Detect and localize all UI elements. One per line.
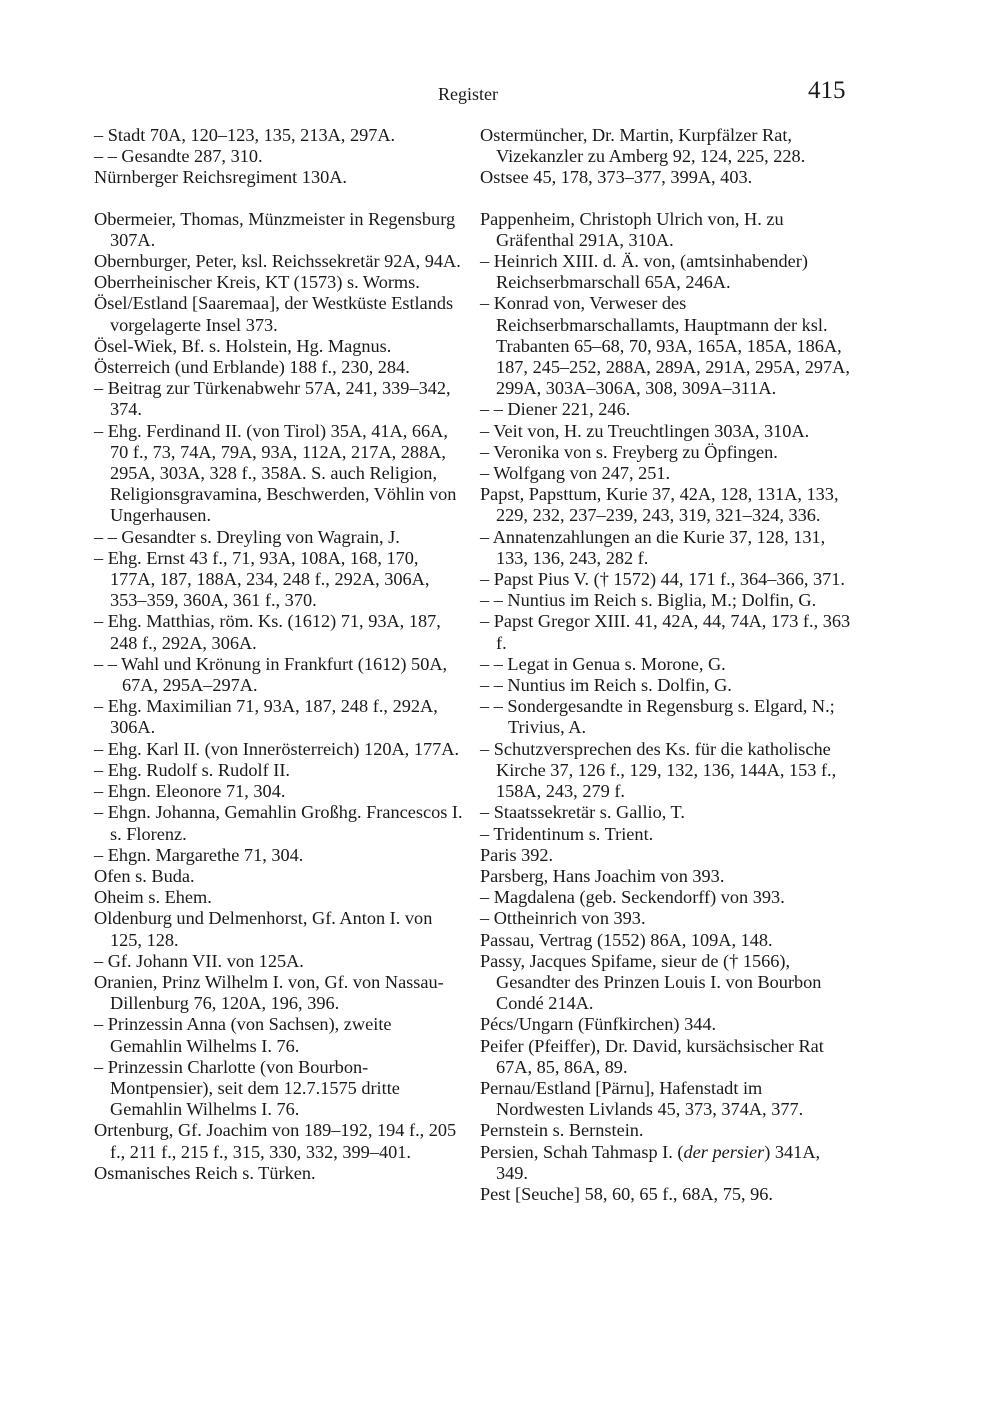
index-entry: – Ehg. Karl II. (von Innerösterreich) 120A, 177A. — [94, 738, 460, 759]
index-entry: Pernstein s. Bernstein. — [480, 1120, 644, 1141]
index-entry: Pappenheim, Christoph Ulrich von, H. zu Gräfenthal 291A, 310A. — [480, 208, 784, 250]
index-entry: – Veronika von s. Freyberg zu Öpfingen. — [480, 441, 778, 462]
index-entry: Passy, Jacques Spifame, sieur de († 1566), Gesandter des Prinzen Louis I. von Bourbon Condé 214A. — [480, 950, 822, 1014]
index-entry: – Annatenzahlungen an die Kurie 37, 128, 131, 133, 136, 243, 282 f. — [480, 526, 826, 568]
index-entry: – Ehg. Maximilian 71, 93A, 187, 248 f., 292A, 306A. — [94, 696, 438, 738]
running-title: Register — [438, 84, 498, 104]
index-entry: – Wolfgang von 247, 251. — [480, 463, 671, 484]
index-entry: – – Gesandter s. Dreyling von Wagrain, J. — [94, 526, 400, 547]
index-entry: Passau, Vertrag (1552) 86A, 109A, 148. — [480, 929, 773, 950]
index-entry: Oldenburg und Delmenhorst, Gf. Anton I. von 125, 128. — [94, 908, 433, 950]
index-entry: Persien, Schah Tahmasp I. (der persier) 341A, 349. — [480, 1141, 821, 1183]
index-entry: – – Sondergesandte in Regensburg s. Elgard, N.; Trivius, A. — [480, 696, 835, 738]
index-entry: Oheim s. Ehem. — [94, 887, 212, 908]
index-entry: – Ehg. Rudolf s. Rudolf II. — [94, 759, 291, 780]
index-entry: Parsberg, Hans Joachim von 393. — [480, 865, 725, 886]
index-entry: – Prinzessin Anna (von Sachsen), zweite Gemahlin Wilhelms I. 76. — [94, 1014, 392, 1056]
page-number: 415 — [808, 77, 846, 104]
index-entry: – Tridentinum s. Trient. — [480, 823, 654, 844]
index-entry: – Ehgn. Eleonore 71, 304. — [94, 781, 286, 802]
index-entry: Ostsee 45, 178, 373–377, 399A, 403. — [480, 167, 753, 188]
index-entry: Ofen s. Buda. — [94, 865, 195, 886]
index-entry: – Gf. Johann VII. von 125A. — [94, 950, 304, 971]
index-entry: Ösel/Estland [Saaremaa], der Westküste Estlands vorgelagerte Insel 373. — [94, 293, 454, 335]
index-entry: – – Wahl und Krönung in Frankfurt (1612) 50A, 67A, 295A–297A. — [94, 653, 448, 696]
index-entry: Nürnberger Reichsregiment 130A. — [94, 167, 347, 188]
index-entry: – Stadt 70A, 120–123, 135, 213A, 297A. — [94, 125, 396, 145]
index-column-left — [94, 125, 466, 1184]
index-column-right — [480, 125, 852, 1205]
index-entry: Paris 392. — [480, 844, 554, 865]
index-entry: Obernburger, Peter, ksl. Reichssekretär 92A, 94A. — [94, 251, 461, 272]
index-entry: Ösel-Wiek, Bf. s. Holstein, Hg. Magnus. — [94, 335, 392, 356]
index-entry: Pernau/Estland [Pärnu], Hafenstadt im Nordwesten Livlands 45, 373, 374A, 377. — [480, 1077, 804, 1120]
index-entry: Oranien, Prinz Wilhelm I. von, Gf. von Nassau-Dillenburg 76, 120A, 196, 396. — [94, 971, 444, 1014]
index-entry: Pécs/Ungarn (Fünfkirchen) 344. — [480, 1014, 717, 1035]
index-entry: Ortenburg, Gf. Joachim von 189–192, 194 f., 205 f., 211 f., 215 f., 315, 330, 332, 399–401. — [94, 1120, 457, 1162]
index-entry: – Ehg. Matthias, röm. Ks. (1612) 71, 93A, 187, 248 f., 292A, 306A. — [94, 611, 441, 653]
index-entry: – Konrad von, Verweser des Reichserbmarschallamts, Hauptmann der ksl. Trabanten 65–68, 70, 93A, 165A, 185A, 186A, 187, 245–252, 288A, 289A, 291A, 295A, 297A, 299A, 303A–306A, 308, 309A–311A. — [480, 293, 850, 399]
index-entry: – – Nuntius im Reich s. Dolfin, G. — [480, 675, 732, 696]
index-entry: – – Gesandte 287, 310. — [94, 146, 263, 167]
index-entry: – Ehgn. Margarethe 71, 304. — [94, 844, 304, 865]
index-entry: – – Nuntius im Reich s. Biglia, M.; Dolfin, G. — [480, 590, 817, 611]
running-head — [0, 77, 1004, 106]
index-entry: – Staatssekretär s. Gallio, T. — [480, 802, 685, 823]
index-entry: – Ehg. Ferdinand II. (von Tirol) 35A, 41A, 66A, 70 f., 73, 74A, 79A, 93A, 112A, 217A, 288A, 295A, 303A, 328 f., 358A. S. auch Religion, Religionsgravamina, Beschwerden, Vöhlin von Ungerhausen. — [94, 420, 457, 526]
index-entry: – – Legat in Genua s. Morone, G. — [480, 653, 726, 674]
index-entry: – Heinrich XIII. d. Ä. von, (amtsinhabender) Reichserbmarschall 65A, 246A. — [480, 251, 808, 293]
index-entry: Obermeier, Thomas, Münzmeister in Regensburg 307A. — [94, 208, 456, 250]
index-entry: – Beitrag zur Türkenabwehr 57A, 241, 339–342, 374. — [94, 378, 451, 420]
index-entry: – Papst Gregor XIII. 41, 42A, 44, 74A, 173 f., 363 f. — [480, 611, 851, 653]
index-entry: Österreich (und Erblande) 188 f., 230, 284. — [94, 357, 410, 378]
index-entry: – Papst Pius V. († 1572) 44, 171 f., 364–366, 371. — [480, 569, 845, 590]
index-entry: Pest [Seuche] 58, 60, 65 f., 68A, 75, 96. — [480, 1183, 773, 1204]
index-entry: Osmanisches Reich s. Türken. — [94, 1162, 316, 1183]
index-entry: Ostermüncher, Dr. Martin, Kurpfälzer Rat, Vizekanzler zu Amberg 92, 124, 225, 228. — [480, 125, 806, 167]
index-entry: Papst, Papsttum, Kurie 37, 42A, 128, 131A, 133, 229, 232, 237–239, 243, 319, 321–324, 336. — [480, 484, 839, 526]
index-entry: – Veit von, H. zu Treuchtlingen 303A, 310A. — [480, 420, 810, 441]
index-entry: – Prinzessin Charlotte (von Bourbon-Montpensier), seit dem 12.7.1575 dritte Gemahlin Wilhelms I. 76. — [94, 1056, 400, 1120]
index-entry: – Ehgn. Johanna, Gemahlin Großhg. Francescos I. s. Florenz. — [94, 802, 463, 844]
index-entry: – Magdalena (geb. Seckendorff) von 393. — [480, 887, 785, 908]
index-entry: Oberrheinischer Kreis, KT (1573) s. Worms. — [94, 272, 420, 293]
index-entry: – Ehg. Ernst 43 f., 71, 93A, 108A, 168, 170, 177A, 187, 188A, 234, 248 f., 292A, 306A, 353–359, 360A, 361 f., 370. — [94, 547, 430, 611]
index-entry: – – Diener 221, 246. — [480, 399, 631, 420]
index-entry: Peifer (Pfeiffer), Dr. David, kursächsischer Rat 67A, 85, 86A, 89. — [480, 1035, 824, 1077]
index-entry: – Ottheinrich von 393. — [480, 908, 646, 929]
index-entry: – Schutzversprechen des Ks. für die katholische Kirche 37, 126 f., 129, 132, 136, 144A, 153 f., 158A, 243, 279 f. — [480, 738, 837, 802]
